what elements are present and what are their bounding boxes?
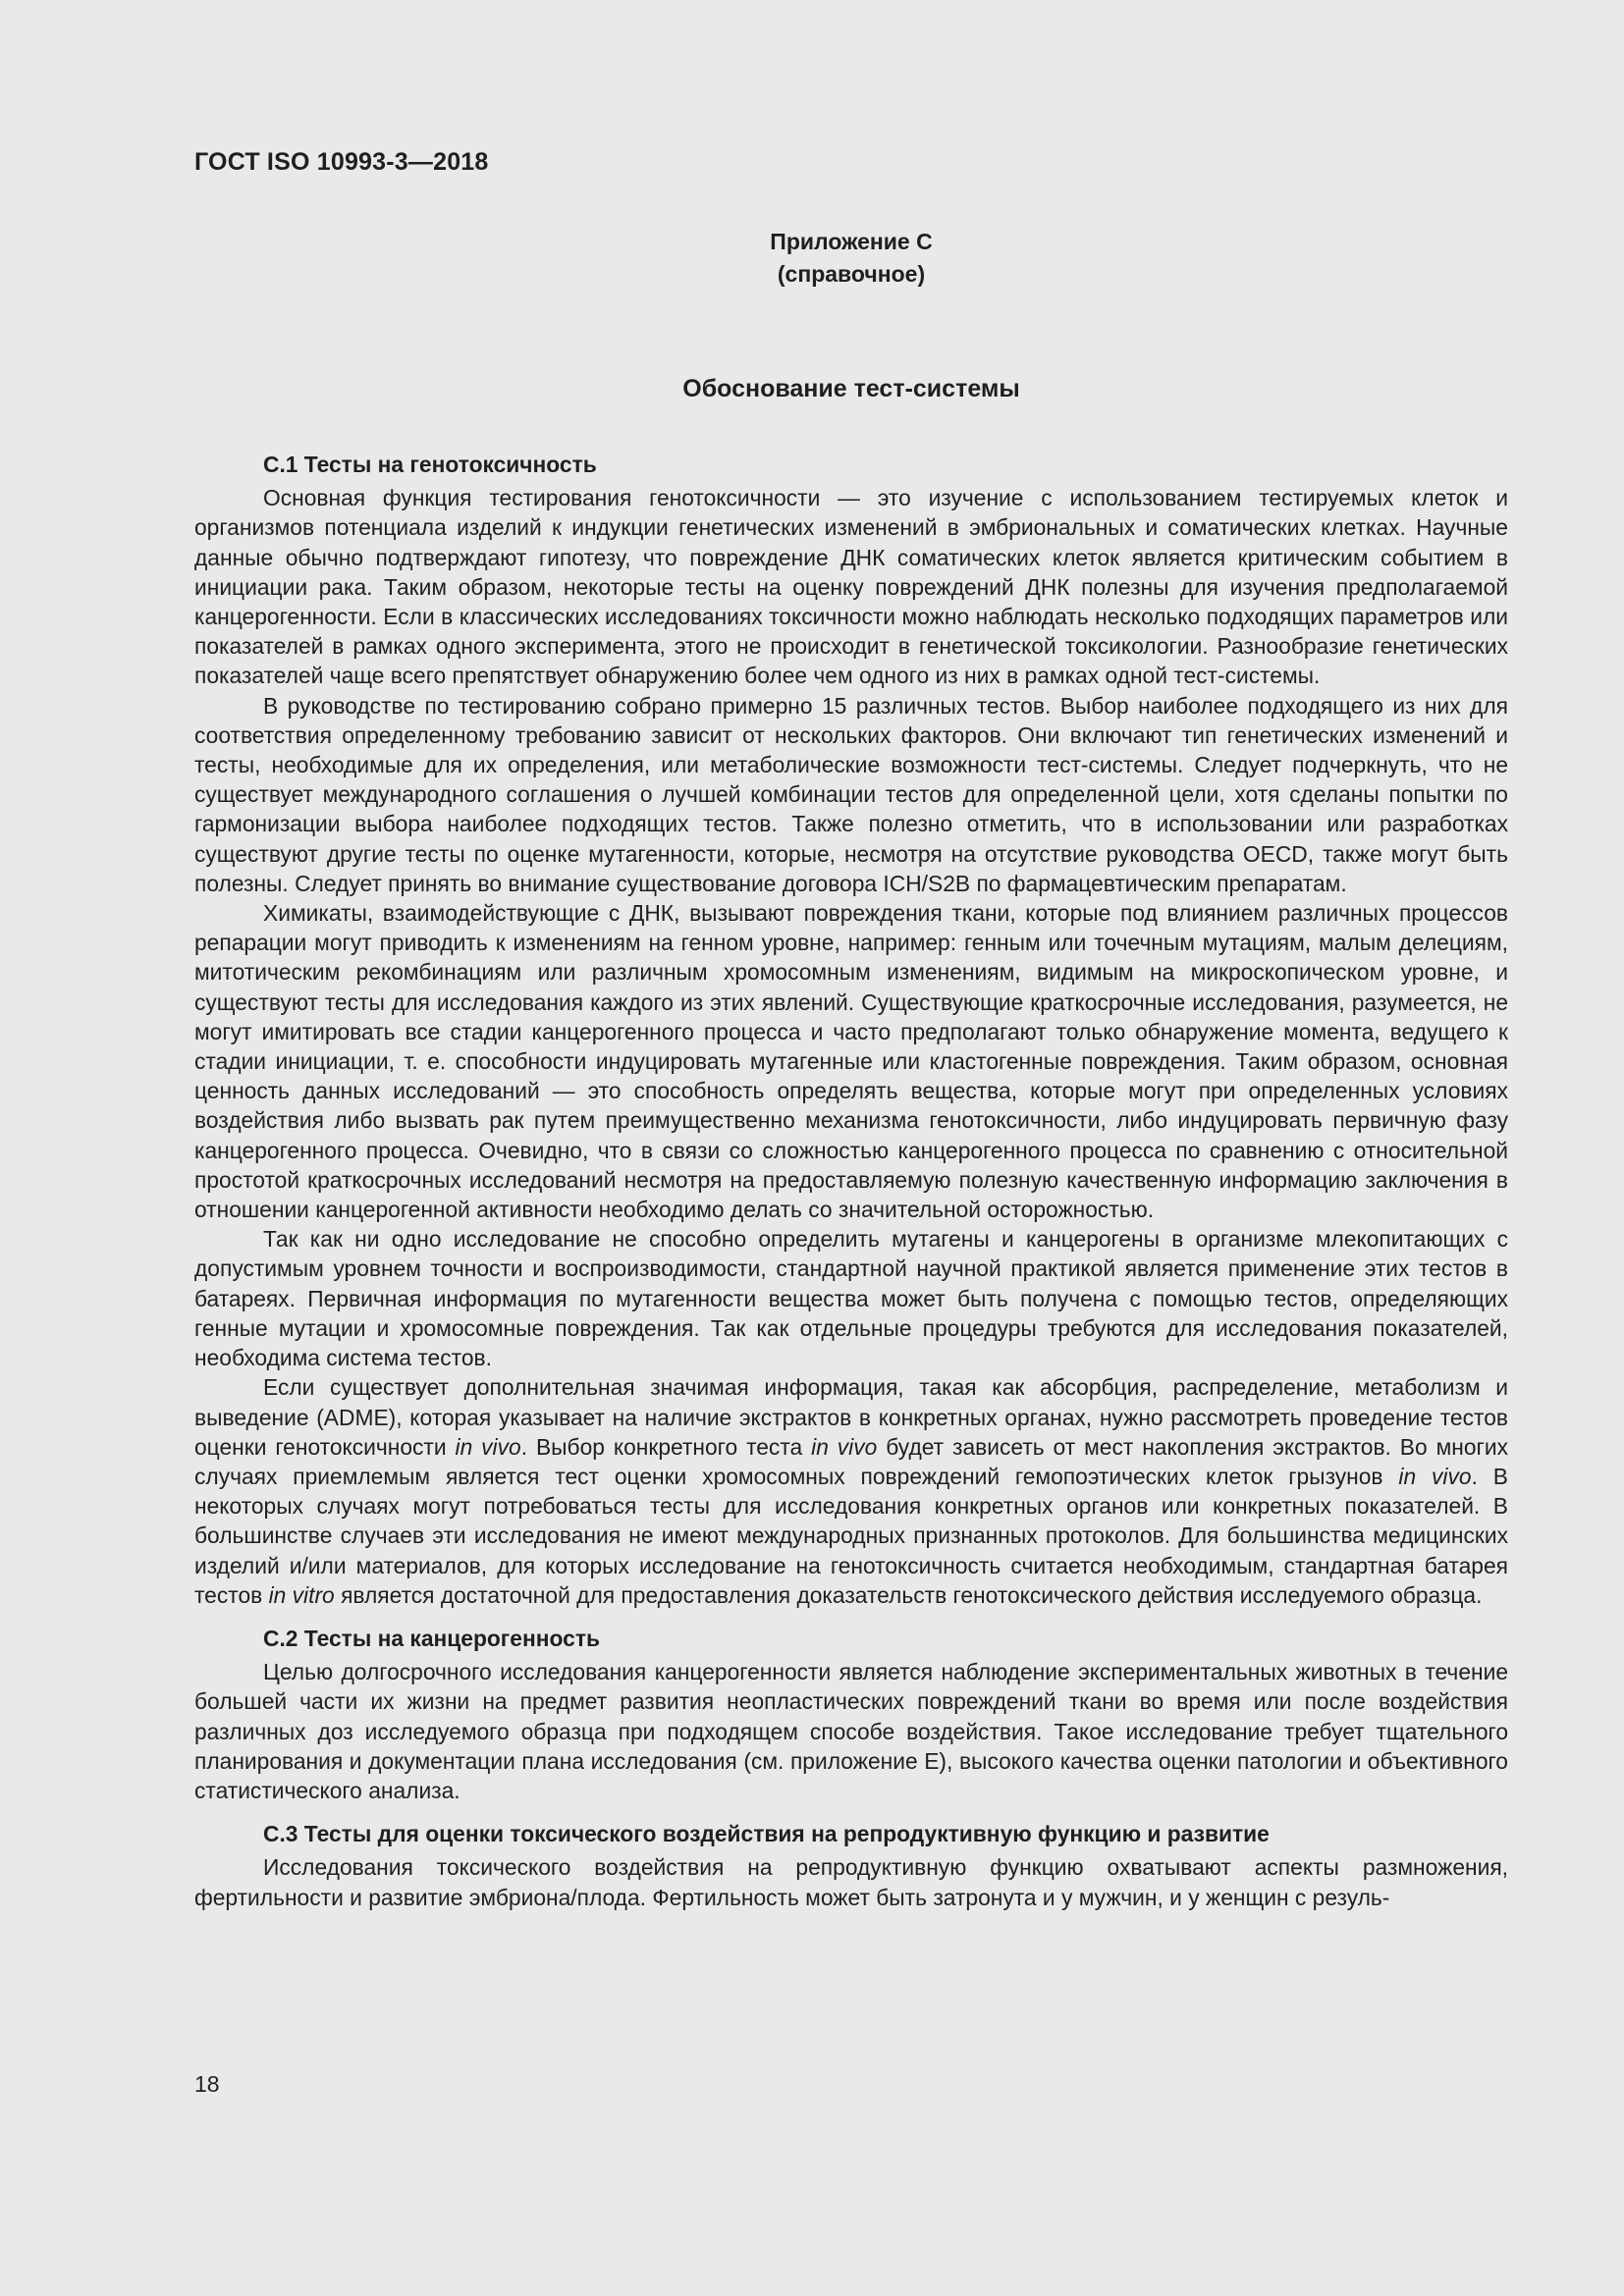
section-c3-heading: С.3 Тесты для оценки токсического воздействия на репродуктивную функцию и развитие bbox=[263, 1821, 1270, 1847]
section-c3-paragraph-1: Исследования токсического воздействия на репродуктивную функцию охватывают аспекты размножения, фертильности и развитие эмбриона/плода. Фертильность может быть затронута и у мужчин, и у женщин с резуль- bbox=[194, 1854, 1508, 1910]
document-header: ГОСТ ISO 10993-3—2018 bbox=[194, 148, 489, 176]
section-c1-paragraph-2: В руководстве по тестированию собрано примерно 15 различных тестов. Выбор наиболее подходящего из них для соответствия определенному требованию зависит от нескольких факторов. Они включают тип генетических изменений и тесты, необходимые для их определения, или метаболические возможности тест-системы. Следует подчеркнуть, что не существует международного соглашения о лучшей комбинации тестов для определенной цели, хотя сделаны попытки по гармонизации выбора наиболее подходящих тестов. Также полезно отметить, что в использовании или разработках существуют другие тесты по оценке мутагенности, которые, несмотря на отсутствие руководства OECD, также могут быть полезны. Следует принять во внимание существование договора ICH/S2B по фармацевтическим препаратам. bbox=[194, 692, 1508, 896]
section-c1-paragraph-5: Если существует дополнительная значимая информация, такая как абсорбция, распределение, метаболизм и выведение (ADME), которая указывает на наличие экстрактов в конкретных органах, нужно рассмотреть проведение тестов оценки генотоксичности in vivo. Выбор конкретного теста in vivo будет зависеть от мест накопления экстрактов. Во многих случаях приемлемым является тест оценки хромосомных повреждений гемопоэтических клеток грызунов in vivo. В некоторых случаях могут потребоваться тесты для исследования конкретных органов или конкретных показателей. В большинстве случаев эти исследования не имеют международных признанных протоколов. Для большинства медицинских изделий и/или материалов, для которых исследование на генотоксичность считается необходимым, стандартная батарея тестов in vitro является достаточной для предоставления доказательств генотоксического действия исследуемого образца. bbox=[194, 1374, 1508, 1608]
section-c1-heading: С.1 Тесты на генотоксичность bbox=[263, 452, 597, 477]
section-c1-paragraph-4: Так как ни одно исследование не способно определить мутагены и канцерогены в организме млекопитающих с допустимым уровнем точности и воспроизводимости, стандартной научной практикой является применение этих тестов в батареях. Первичная информация по мутагенности вещества может быть получена с помощью тестов, определяющих генные мутации и хромосомные повреждения. Так как отдельные процедуры требуются для исследования показателей, необходима система тестов. bbox=[194, 1226, 1508, 1371]
document-body bbox=[194, 450, 1508, 1912]
section-c2-heading: С.2 Тесты на канцерогенность bbox=[263, 1625, 600, 1651]
page-number: 18 bbox=[194, 2071, 220, 2097]
appendix-kind: (справочное) bbox=[777, 261, 926, 287]
section-c2-paragraph-1: Целью долгосрочного исследования канцерогенности является наблюдение экспериментальных животных в течение большей части их жизни на предмет развития неопластических повреждений ткани во время или после воздействия различных доз исследуемого образца при подходящем способе воздействия. Такое исследование требует тщательного планирования и документации плана исследования (см. приложение Е), высокого качества оценки патологии и объективного статистического анализа. bbox=[194, 1659, 1508, 1803]
appendix-label: Приложение С bbox=[770, 229, 933, 254]
document-title: Обоснование тест-системы bbox=[682, 375, 1020, 402]
section-c1-paragraph-1: Основная функция тестирования генотоксичности — это изучение с использованием тестируемых клеток и организмов потенциала изделий к индукции генетических изменений в эмбриональных и соматических клетках. Научные данные обычно подтверждают гипотезу, что повреждение ДНК соматических клеток является критическим событием в инициации рака. Таким образом, некоторые тесты на оценку повреждений ДНК полезны для изучения предполагаемой канцерогенности. Если в классических исследованиях токсичности можно наблюдать несколько подходящих параметров или показателей в рамках одного эксперимента, этого не происходит в генетической токсикологии. Разнообразие генетических показателей чаще всего препятствует обнаружению более чем одного из них в рамках одной тест-системы. bbox=[194, 485, 1508, 689]
appendix-block bbox=[0, 226, 1624, 291]
section-c1-paragraph-3: Химикаты, взаимодействующие с ДНК, вызывают повреждения ткани, которые под влиянием различных процессов репарации могут приводить к изменениям на генном уровне, например: генным или точечным мутациям, малым делециям, митотическим рекомбинациям или различным хромосомным изменениям, видимым на микроскопическом уровне, и существуют тесты для исследования каждого из этих явлений. Существующие краткосрочные исследования, разумеется, не могут имитировать все стадии канцерогенного процесса и часто предполагают только обнаружение момента, ведущего к стадии инициации, т. е. способности индуцировать мутагенные или кластогенные повреждения. Таким образом, основная ценность данных исследований — это способность определять вещества, которые могут при определенных условиях воздействия либо вызвать рак путем преимущественно механизма генотоксичности, либо индуцировать первичную фазу канцерогенного процесса. Очевидно, что в связи со сложностью канцерогенного процесса по сравнению с относительной простотой краткосрочных исследований несмотря на предоставляемую полезную качественную информацию заключения в отношении канцерогенной активности необходимо делать со значительной осторожностью. bbox=[194, 900, 1508, 1223]
